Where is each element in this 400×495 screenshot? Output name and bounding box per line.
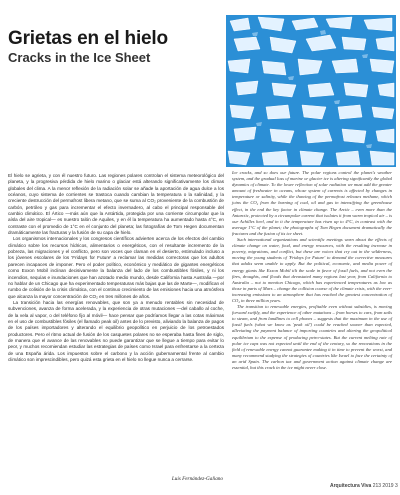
ice-floes-photo bbox=[226, 15, 396, 167]
spanish-paragraph-1: El hielo se agrieta, y con él nuestro futuro. Las regiones polares controlan el sistema meteorológico del planeta, y la progresiva pérdida de hielo marino o glaciar está alterando significativamente los climas globales del clima. A la menor reflexión de la radiación solar se añade la aportación de agua dulce a los océanos, cuyo sistema de corrientes se trastoca cuando cambian la temperatura o la salinidad, y la creciente destrucción del permafrost libera metano, que se suma al CO₂ proveniente de la combustión de carbón, petróleo y gas para incrementar el efecto invernadero, al cabo el principal responsable del cambio climático. El Ártico —más aún que la Antártida, protegida por una corriente circumpolar que la aísla del aire tropical— es nuestro talón de Aquiles, y en él la temperatura ha aumentado hasta 4°C, en contraste con el promedio de 1°C en el conjunto del planeta; las fotografías de Tom Hegen documentan dramáticamente las fracturas y la fusión de su capa de hielo. bbox=[8, 173, 224, 236]
ice-floes-illustration bbox=[226, 15, 396, 167]
issue-number: 213 2019 bbox=[372, 483, 394, 489]
page-number: 3 bbox=[394, 483, 398, 489]
english-paragraph-3: The transition to renewable energies, profitable even without subsidies, is moving forward swiftly, and the experience of other mutations – from horses to cars, from sails to steam, and from landlines to cell phones – suggests that the maximum in the use of fossil fuels (what we know as 'peak oil') could be reached sooner than expected, alleviating the payment balance of importing countries and altering the geopolitical equilibrium to the expense of producing petro-states. But the current melting rate of polar ice caps was not expected until the end of the century, so the renovations in the field of renewable energy cannot guarantee making it in time to prevent the worst, and many recommend studying the strategies of countries like Israel to face the certainty of an arid Spain. The carbon tax and government action against climate change are essential, but this crack in the ice might never close. bbox=[232, 304, 392, 370]
journal-name: Arquitectura Viva bbox=[330, 483, 372, 489]
english-paragraph-2: Such international organizations and scientific meetings warn about the effects of climate change on water, food, and energy resources, with the resulting increase in poverty, migrations, and conflict, but these are voices that cry out in the wilderness, moving the young students of 'Fridays for Future' to demand the corrective measures that adults seem unable to apply. But the political, economic, and media power of energy giants like Exxon Mobil tilt the scale in favor of fossil fuels, and not even the fires, droughts, and floods that devastated many regions last year, from California to Australia – not to mention Chicago, which has experienced temperatures as low as those in parts of Mars – change the collision course of the climate crisis, with the ever-increasing emissions to an atmosphere that has reached the greatest concentration of CO₂ in three million years. bbox=[232, 237, 392, 303]
spanish-paragraph-2: Los organismos internacionales y los congresos científicos advierten acerca de los efectos del cambio climático sobre los recursos hídricos, alimentarios o energéticos, con el resultante incremento de la pobreza, las migraciones y el conflicto, pero son voces que claman en el desierto, estimulado incluso a los jóvenes escolares de los 'Fridays for Future' a reclamar las medidas correctoras que los adultos parecen incapaces de imponer. Pero el poder político, económico y mediático de gigantes energéticos como Exxon Mobil inclinan decisivamente la balanza del lado de los combustibles fósiles, y ni los incendios, sequías e inundaciones que han azotado medio mundo, desde California hasta Australia —por no hablar de un Chicago que ha experimentado temperaturas más bajas que las de Marte—, modifican el rumbo de colisión de la crisis climática, con el continuo crecimiento de las emisiones hacia una atmósfera que alcanza la mayor concentración de CO₂ en tres millones de años. bbox=[8, 236, 224, 299]
english-paragraph-1: Ice cracks, and so does our future. The polar regions control the planet's weather system, and the gradual loss of marine or glacier ice is altering significantly the global dynamics of climate. To the lower reflection of solar radiation we must add the greater amount of freshwater in oceans, whose system of currents is affected by changes in temperature or salinity, while the thawing of the permafrost releases methane, which joins the CO₂ from the burning of coal, oil and gas in intensifying the greenhouse effect, in the end the key factor in climate change. The Arctic – even more than the Antarctic, protected by a circumpolar current that isolates it from warm tropical air – is our Achilles heel, and in it the temperature has risen up to 4°C, in contrast with the average 1°C of the planet; the photographs of Tom Hegen document dramatically the fractures and the fusion of its ice sheet. bbox=[232, 170, 393, 236]
spanish-paragraph-3: La transición hacia las energías renovables, que son ya a menudo rentables sin necesidad de subvenciones, avanza de forma acelerada, y la experiencia de otras mutaciones —del caballo al coche, de la vela al vapor, o del teléfono fijo al móvil— hace pensar que podríamos llegar a las cotas máximas en el uso de combustibles fósiles (el llamado peak oil) antes de lo previsto, aliviando la balanza de pagos de los países importadores y alterando el equilibrio geopolítico en perjuicio de los petroestados productores. Pero el ritmo actual de fusión de los casquetes polares no se esperaba hasta fines de siglo, de manera que el avance de las renovables no puede garantizar que se llegue a tiempo para evitar lo peor, y muchos recomiendan estudiar las estrategias de países como Israel para enfrentarse a la certeza de una España árida. Los impuestos sobre el carbono y la acción gubernamental frente al cambio climático son imprescindibles, pero quizá esta grieta en el hielo no llegue nunca a cerrarse. bbox=[8, 299, 224, 362]
spanish-text-column bbox=[8, 173, 224, 363]
page-footer bbox=[330, 483, 398, 489]
page-title: Grietas en el hielo bbox=[8, 28, 168, 49]
author-signature: Luis Fernández-Galiano bbox=[171, 476, 223, 482]
page-subtitle: Cracks in the Ice Sheet bbox=[8, 50, 151, 65]
english-text-column bbox=[232, 170, 392, 371]
